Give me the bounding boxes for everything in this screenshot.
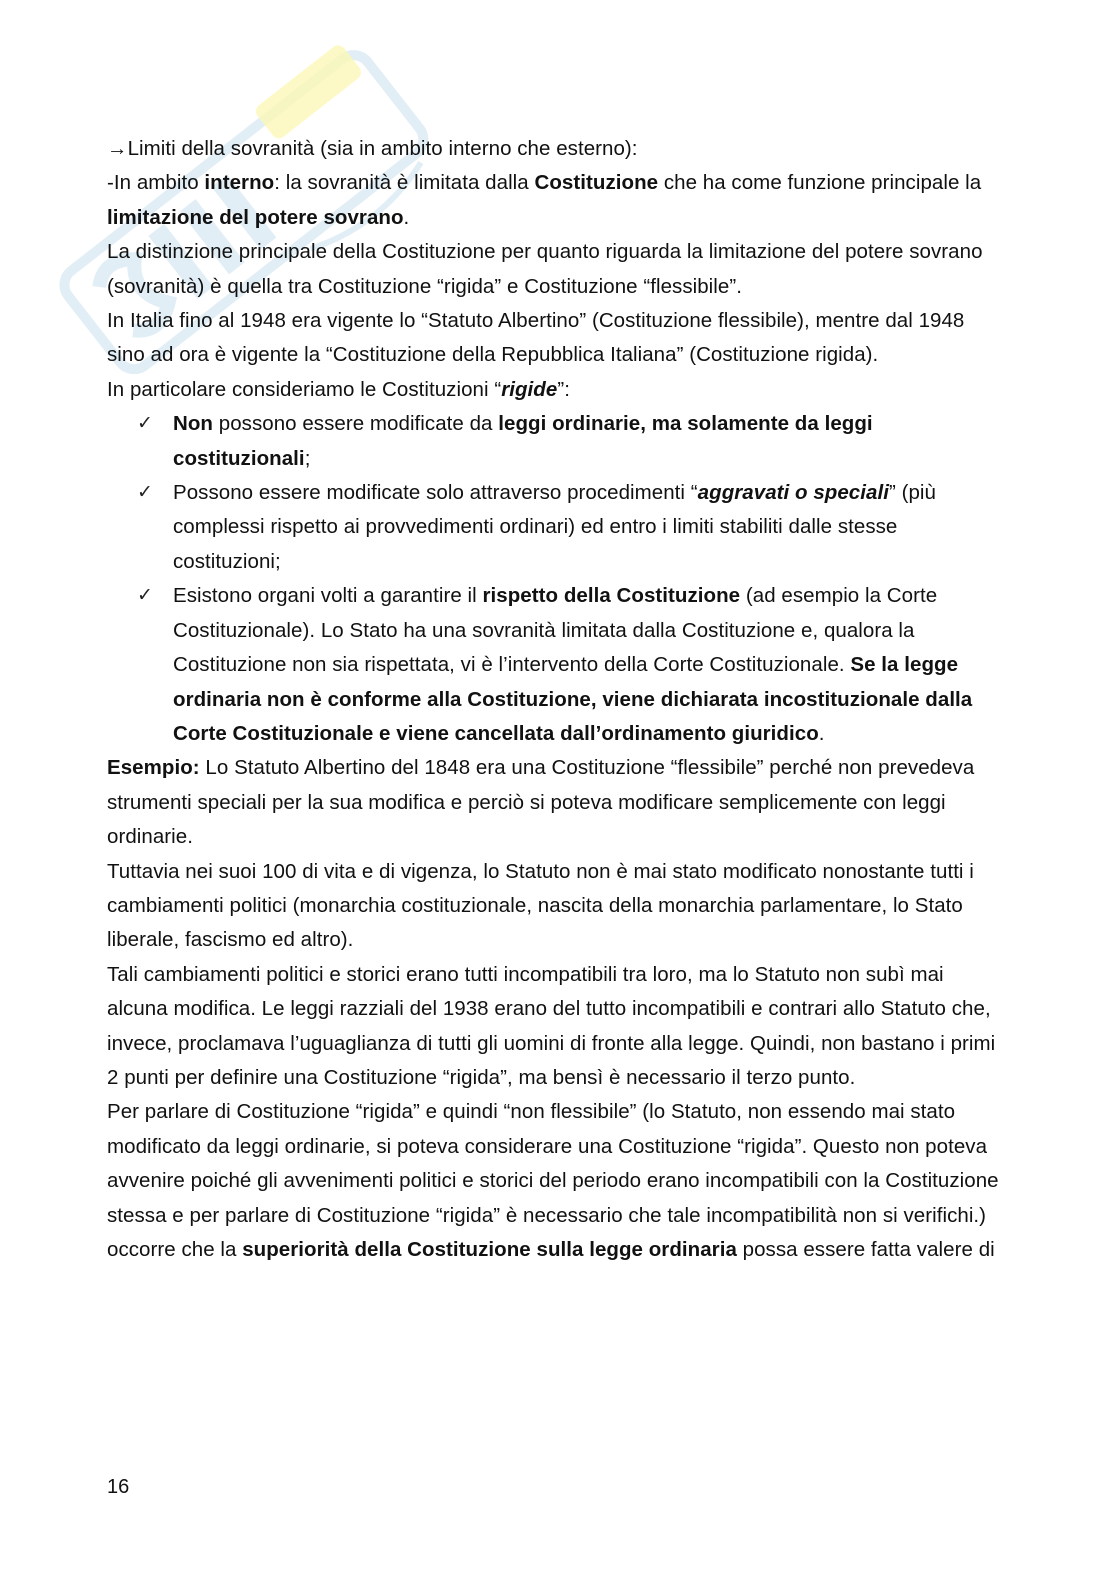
list-item: ✓ Esistono organi volti a garantire il rispetto della Costituzione (ad esempio la Corte Costituzionale). Lo Stato ha una sovranità limitata dalla Costituzione e, qualora la Costituzione non sia rispettata, vi è l’intervento della Corte Costituzionale. Se la legge ordinaria non è conforme alla Costituzione, viene dichiarata incostituzionale dalla Corte Costituzionale e viene cancellata dall’ordinamento giuridico.	[173, 579, 1007, 751]
paragraph-incompatibility: Tali cambiamenti politici e storici erano tutti incompatibili tra loro, ma lo Statuto non subì mai alcuna modifica. Le leggi razziali del 1938 erano del tutto incompatibili e contrari allo Statuto che, invece, proclamava l’uguaglianza di tutti gli uomini di fronte alla legge. Quindi, non bastano i primi 2 punti per definire una Costituzione “rigida”, ma bensì è necessario il terzo punto.	[107, 962, 996, 1089]
list-item: ✓ Non possono essere modificate da leggi ordinarie, ma solamente da leggi costituzionali;	[173, 407, 1007, 476]
document-body	[107, 132, 1007, 1267]
paragraph-distinction: La distinzione principale della Costituzione per quanto riguarda la limitazione del potere sovrano (sovranità) è quella tra Costituzione “rigida” e Costituzione “flessibile”.	[107, 240, 983, 298]
paragraph-example: Esempio: Lo Statuto Albertino del 1848 era una Costituzione “flessibile” perché non prevedeva strumenti speciali per la sua modifica e perciò si poteva modificare semplicemente con leggi ordinarie.	[107, 756, 975, 849]
paragraph-rigid-intro: In particolare consideriamo le Costituzioni “rigide”:	[107, 377, 570, 401]
page-number: 16	[107, 1476, 130, 1498]
paragraph-superiority: Per parlare di Costituzione “rigida” e quindi “non flessibile” (lo Statuto, non essendo mai stato modificato da leggi ordinarie, si poteva considerare una Costituzione “rigida”. Questo non poteva avvenire poiché gli avvenimenti politici e storici del periodo erano incompatibili con la Costituzione stessa e per parlare di Costituzione “rigida” è necessario che tale incompatibilità non si verifichi.) occorre che la superiorità della Costituzione sulla legge ordinaria possa essere fatta valere di	[107, 1100, 999, 1261]
arrow-icon: →	[107, 137, 128, 160]
section-heading: →Limiti della sovranità (sia in ambito interno che esterno):	[107, 137, 638, 160]
paragraph-italy-history: In Italia fino al 1948 era vigente lo “Statuto Albertino” (Costituzione flessibile), mentre dal 1948 sino ad ora è vigente la “Costituzione della Repubblica Italiana” (Costituzione rigida).	[107, 309, 965, 367]
check-icon: ✓	[137, 482, 153, 504]
rigid-constitution-checklist	[107, 407, 1007, 751]
check-icon: ✓	[137, 413, 153, 435]
check-icon: ✓	[137, 585, 153, 607]
list-item: ✓ Possono essere modificate solo attraverso procedimenti “aggravati o speciali” (più complessi rispetto ai provvedimenti ordinari) ed entro i limiti stabiliti dalle stesse costituzioni;	[173, 476, 1007, 579]
paragraph-statuto-history: Tuttavia nei suoi 100 di vita e di vigenza, lo Statuto non è mai stato modificato nonostante tutti i cambiamenti politici (monarchia costituzionale, nascita della monarchia parlamentare, lo Stato liberale, fascismo ed altro).	[107, 859, 974, 952]
paragraph-internal-limit: -In ambito interno: la sovranità è limitata dalla Costituzione che ha come funzione principale la limitazione del potere sovrano.	[107, 171, 982, 229]
